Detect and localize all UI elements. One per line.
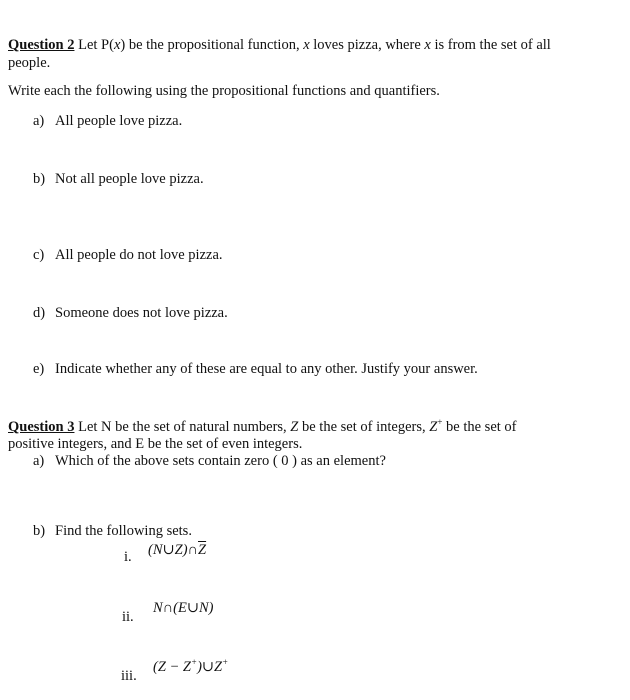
q3-subpart-i-expr [148, 541, 206, 559]
q3-part-a [33, 452, 386, 470]
q3-subpart-iii-sup2: + [222, 657, 229, 667]
q2-heading: Question 2 [8, 37, 75, 53]
q2-instruction: Write each the following using the propositional functions and quantifiers. [8, 83, 440, 99]
q3-subpart-i-expr-pre: (N∪Z)∩ [148, 542, 199, 558]
q3-intro-line1 [8, 418, 517, 436]
q3-intro-zp: Z [429, 419, 438, 435]
q2-part-e-label: e) [33, 361, 45, 377]
q2-part-b [33, 170, 204, 188]
q2-part-a-text: All people love pizza. [55, 113, 183, 129]
q2-intro-d: is from the set of all [430, 37, 551, 53]
q3-part-a-label: a) [33, 453, 45, 469]
q3-part-b [33, 522, 192, 540]
q3-part-b-label: b) [33, 523, 46, 539]
q3-part-b-text: Find the following sets. [55, 523, 192, 539]
q2-part-e-text: Indicate whether any of these are equal to any other. Justify your answer. [55, 361, 478, 377]
q2-intro-var: x [113, 37, 121, 53]
q2-part-c-label: c) [33, 247, 45, 263]
q2-part-a-label: a) [33, 113, 45, 129]
q2-intro-var2: x [303, 37, 310, 53]
q3-heading: Question 3 [8, 419, 75, 435]
q2-part-d-text: Someone does not love pizza. [55, 305, 228, 321]
q2-part-a [33, 112, 182, 130]
q3-intro-c: be the set of [442, 419, 517, 435]
q2-intro-b: ) be the propositional function, [120, 37, 304, 53]
q2-part-e [33, 360, 478, 378]
q2-intro-c: loves pizza, where [309, 37, 425, 53]
q2-intro-line1 [8, 36, 551, 54]
q3-subpart-iii-sup1: + [191, 657, 198, 667]
q2-intro-var3: x [424, 37, 431, 53]
q3-subpart-i-label: i. [124, 549, 132, 565]
q2-part-c [33, 246, 223, 264]
q3-subpart-ii-expr: N∩(E∪N) [153, 600, 214, 616]
q3-subpart-iii-pre: (Z − Z [153, 659, 191, 675]
q3-intro-z: Z [290, 419, 299, 435]
q3-intro-sup: + [437, 417, 443, 427]
q3-subpart-ii-label: ii. [122, 609, 134, 625]
q3-intro-a: Let N be the set of natural numbers, [78, 419, 291, 435]
q2-intro-line2: people. [8, 55, 51, 71]
q2-part-d [33, 304, 228, 322]
q2-part-d-label: d) [33, 305, 46, 321]
q2-part-b-label: b) [33, 171, 46, 187]
q3-part-a-text: Which of the above sets contain zero ( 0 ) as an element? [55, 453, 386, 469]
q2-part-b-text: Not all people love pizza. [55, 171, 204, 187]
q2-part-c-text: All people do not love pizza. [55, 247, 223, 263]
q3-subpart-iii-label: iii. [121, 668, 137, 684]
q3-subpart-iii-mid: )∪Z [197, 659, 223, 675]
q3-subpart-i-expr-over: $\overline{Z}$ [198, 542, 207, 558]
q3-intro-line2: positive integers, and E be the set of even integers. [8, 436, 303, 452]
q2-intro-a: Let P( [78, 37, 114, 53]
q3-intro-b: be the set of integers, [298, 419, 430, 435]
q3-subpart-iii-expr [153, 658, 228, 676]
